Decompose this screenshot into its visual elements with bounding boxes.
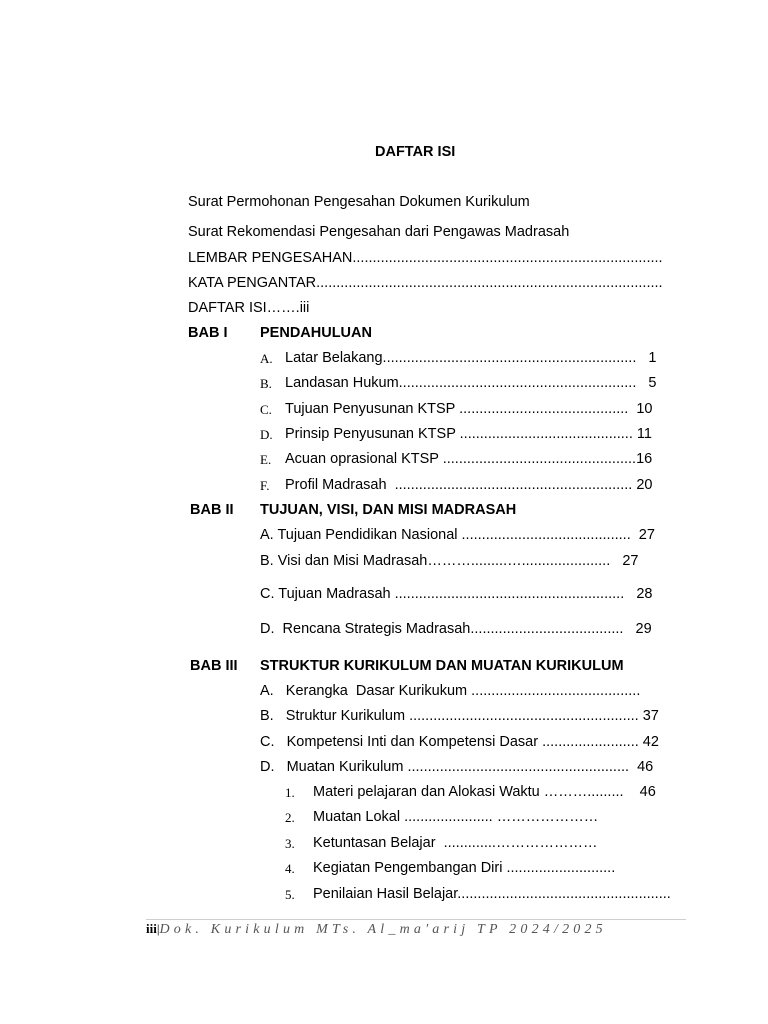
toc-front-surat-rekomendasi: Surat Rekomendasi Pengesahan dari Pengawas Madrasah <box>188 224 570 240</box>
toc-front-surat-permohonan: Surat Permohonan Pengesahan Dokumen Kurikulum <box>188 194 530 210</box>
bab3-item: C. Kompetensi Inti dan Kompetensi Dasar ........................ 42 <box>260 734 659 750</box>
bab2-item: D. Rencana Strategis Madrasah...................................... 29 <box>260 621 652 637</box>
bab2-title: TUJUAN, VISI, DAN MISI MADRASAH <box>260 502 517 518</box>
bab3-subitem: Muatan Lokal ...................... ………………… <box>313 809 599 825</box>
bab3-item: D. Muatan Kurikulum ....................................................... 46 <box>260 759 654 775</box>
bab3-title: STRUKTUR KURIKULUM DAN MUATAN KURIKULUM <box>260 658 624 674</box>
bab1-item: Acuan oprasional KTSP ................................................16 <box>285 451 653 467</box>
bab1-item-marker: C. <box>260 402 272 417</box>
bab1-item: Profil Madrasah ........................................................... 20 <box>285 477 653 493</box>
footer-rule <box>146 919 686 920</box>
toc-front-lembar-pengesahan: LEMBAR PENGESAHAN............................................................................. <box>188 250 663 266</box>
bab3-subitem: Materi pelajaran dan Alokasi Waktu ………......... 46 <box>313 784 656 800</box>
bab3-subitem-marker: 1. <box>285 785 295 800</box>
bab3-subitem-marker: 3. <box>285 836 295 851</box>
bab2-item: A. Tujuan Pendidikan Nasional .......................................... 27 <box>260 527 655 543</box>
bab1-item: Tujuan Penyusunan KTSP .......................................... 10 <box>285 401 653 417</box>
page-footer <box>146 921 607 938</box>
bab1-item: Prinsip Penyusunan KTSP ........................................... 11 <box>285 426 652 442</box>
bab3-subitem-marker: 2. <box>285 810 295 825</box>
bab3-item: B. Struktur Kurikulum ......................................................... 37 <box>260 708 659 724</box>
bab1-item-marker: F. <box>260 478 270 493</box>
bab3-subitem-marker: 4. <box>285 861 295 876</box>
bab3-item: A. Kerangka Dasar Kurikukum .......................................... <box>260 683 641 699</box>
toc-front-kata-pengantar: KATA PENGANTAR...................................................................................... <box>188 275 663 291</box>
bab2-label: BAB II <box>190 502 234 518</box>
footer-doc-title: Dok. Kurikulum MTs. Al_ma'arij TP 2024/2025 <box>159 922 607 937</box>
bab1-item: Latar Belakang............................................................... 1 <box>285 350 657 366</box>
bab1-item: Landasan Hukum........................................................... 5 <box>285 375 657 391</box>
bab1-title: PENDAHULUAN <box>260 325 372 341</box>
page-title: DAFTAR ISI <box>375 144 456 160</box>
bab3-label: BAB III <box>190 658 238 674</box>
footer-page-number: iii <box>146 921 157 936</box>
bab3-subitem: Ketuntasan Belajar .............………………… <box>313 835 598 851</box>
bab1-item-marker: D. <box>260 427 273 442</box>
bab1-label: BAB I <box>188 325 228 341</box>
bab3-subitem-marker: 5. <box>285 887 295 902</box>
bab1-item-marker: B. <box>260 376 272 391</box>
bab3-subitem: Penilaian Hasil Belajar..................................................... <box>313 886 671 902</box>
bab2-item: C. Tujuan Madrasah ......................................................... 28 <box>260 586 653 602</box>
bab3-subitem: Kegiatan Pengembangan Diri ........................... <box>313 860 616 876</box>
bab1-item-marker: E. <box>260 452 272 467</box>
bab2-item: B. Visi dan Misi Madrasah……….........…...................... 27 <box>260 553 639 569</box>
footer-separator: | <box>156 921 160 936</box>
toc-front-daftar-isi: DAFTAR ISI…….iii <box>188 300 310 316</box>
bab1-item-marker: A. <box>260 351 273 366</box>
